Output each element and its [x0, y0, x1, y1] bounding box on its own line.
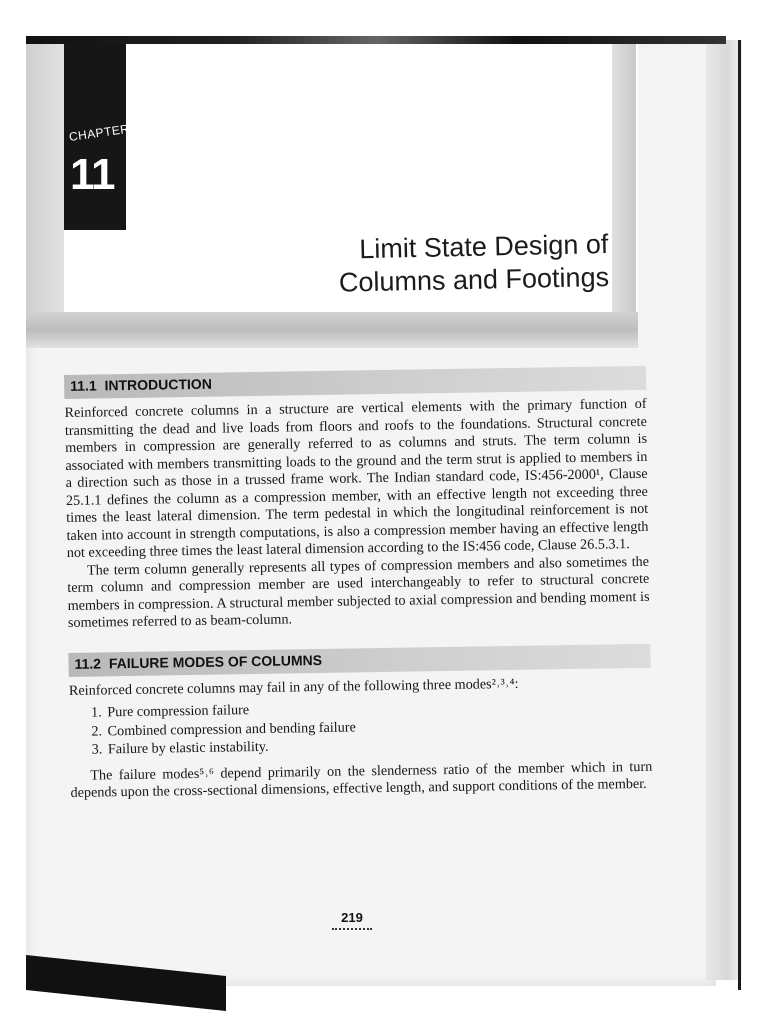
- list-item: 3. Failure by elastic instability.: [106, 732, 652, 759]
- paragraph: Reinforced concrete columns may fail in any of the following three modes²˒³˒⁴:: [68, 675, 519, 699]
- paragraph: The term column generally represents all types of compression members and also sometimes the term column and compression member are used interchangeably to refer to structural concrete members in compression. A structural member subjected to axial compression and bending moment is sometimes referred to as beam-column.: [67, 553, 650, 631]
- section-title: INTRODUCTION: [104, 375, 212, 394]
- chapter-title: [230, 228, 609, 302]
- list-item: 2. Combined compression and bending failure: [105, 713, 651, 740]
- chapter-title-line-1: Limit State Design of: [358, 228, 609, 265]
- paragraph: The failure modes⁵˒⁶ depend primarily on the slenderness ratio of the member which in turn depends upon the cross-sectional dimensions, effective length, and support conditions of the member.: [70, 758, 653, 801]
- chapter-header-bottom-bar: [26, 312, 638, 348]
- section-number: 11.2: [74, 654, 102, 672]
- binding-edge: [738, 40, 741, 990]
- chapter-label: CHAPTER: [68, 121, 131, 144]
- failure-modes-list: [69, 695, 652, 760]
- chapter-number: 11: [70, 150, 115, 199]
- list-item: 1. Pure compression failure: [105, 695, 651, 722]
- chapter-header-side-bar: [612, 44, 636, 334]
- chapter-title-line-2: Columns and Footings: [338, 261, 610, 298]
- paragraph: Reinforced concrete columns in a structure are vertical elements with the primary function of transmitting the dead and live loads from floors and roofs to the foundations. Structural concrete members in compression are generally referred to as columns and struts. The term column is associated with members transmitting loads to the ground and the term strut is applied to members in a direction such as those in a trussed frame work. The Indian standard code, IS:456-2000¹, Clause 25.1.1 defines the column as a compression member, with an effective length not exceeding three times the least lateral dimension. The term pedestal in which the longitudinal reinforcement is not taken into account in strength computations, is also a compression member having an effective length not exceeding three times the least lateral dimension according to the IS:456 code, Clause 26.5.3.1.: [64, 395, 649, 561]
- page-number: 219: [341, 910, 363, 925]
- top-scan-shadow: [26, 36, 726, 44]
- page-number-rule: [332, 928, 372, 934]
- page-edge-shadow: [706, 40, 742, 980]
- page-body: [64, 366, 653, 803]
- section-number: 11.1: [70, 377, 97, 394]
- section-title: FAILURE MODES OF COLUMNS: [108, 651, 323, 671]
